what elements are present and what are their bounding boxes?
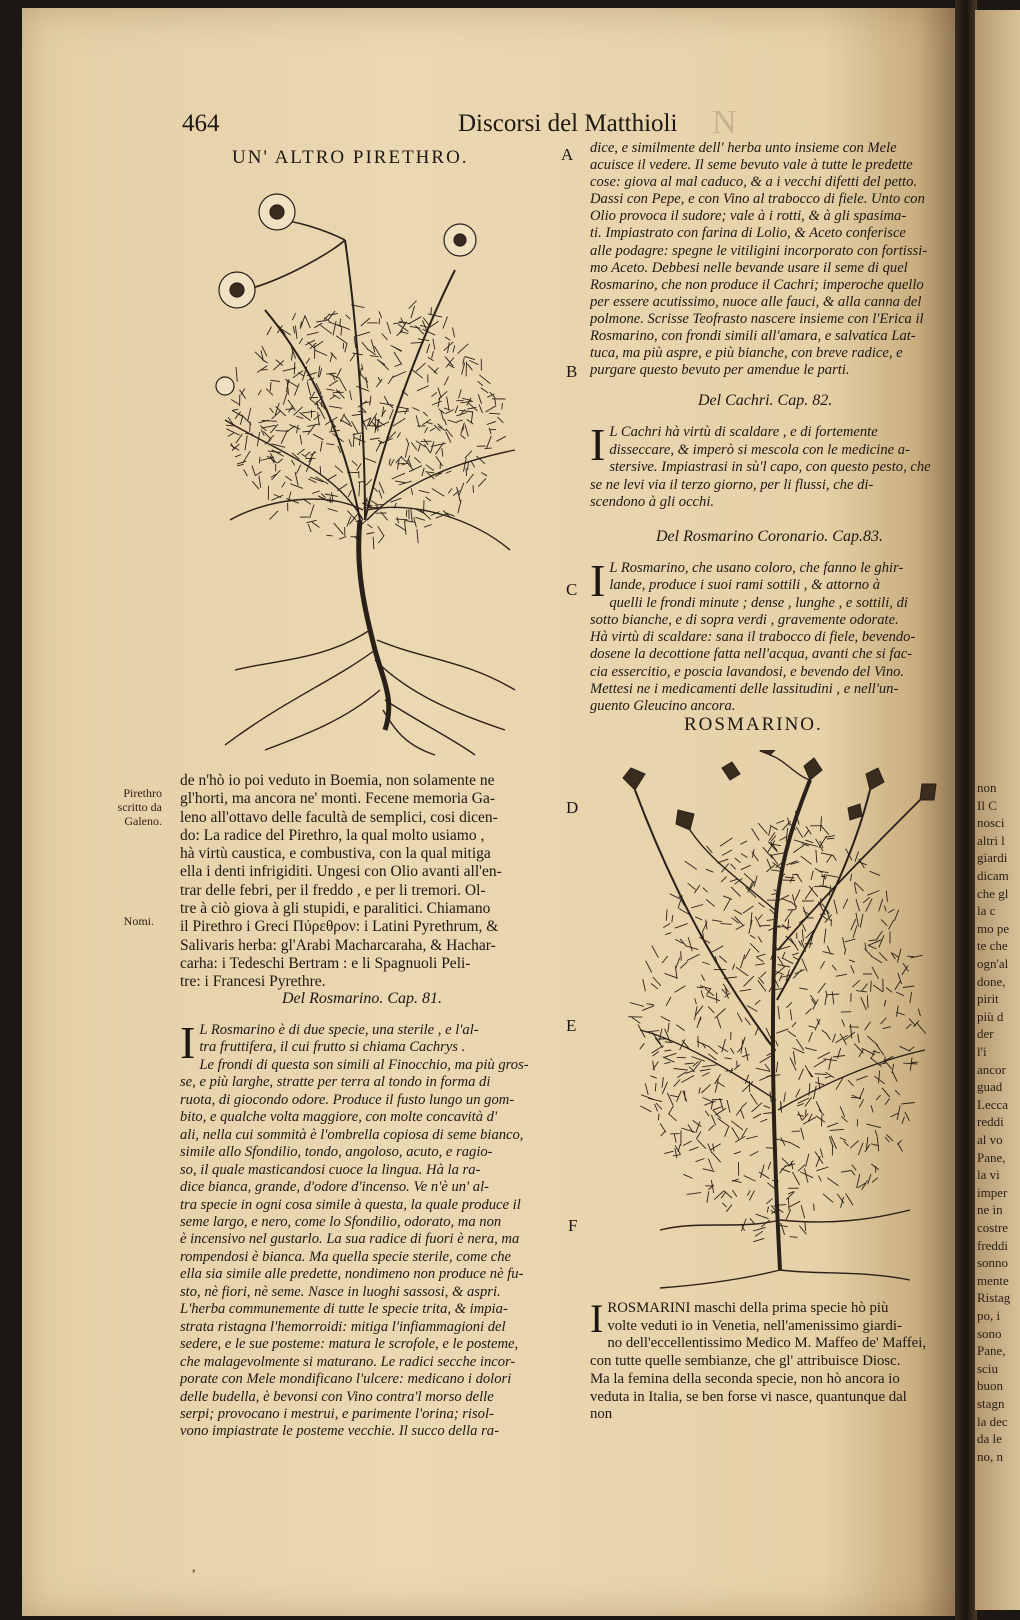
text-line: veduta in Italia, se ben forse vi nasce, quantunque dal [590,1388,907,1405]
text-line: no dell'eccellentissimo Medico M. Maffeo de' Maffei, [607,1335,927,1352]
facing-page-fragment: ogn'al [977,956,1009,971]
text-line: seme largo, e nero, come lo Sfondilio, odorato, ma non [180,1213,502,1230]
text-line: tre: i Francesi Pyrethre. [180,973,326,991]
facing-page-edge [975,10,1020,1610]
facing-page-fragment: l'i [977,1044,987,1059]
text-line: L'herba communemente di tutte le specie trita, & impia- [180,1301,508,1318]
section-letter-f: F [568,1216,578,1235]
text-line: stersive. Impiastrasi in sù'l capo, con questo pesto, che [609,459,931,475]
chapter-82-dropcap: I [590,419,606,470]
text-line: Mettesi ne i medicamenti delle lassitudini , e nell'un- [590,681,899,698]
running-title: Discorsi del Matthioli [458,110,678,137]
margin-note-nomi: Nomi. [123,914,154,928]
text-line: che malagevolmente si maturano. Le radici secche incor- [180,1353,516,1370]
facing-page-fragment: dicam [977,868,1009,883]
section-letter-a: A [561,145,574,164]
text-line: tre à ciò giova à gli stupidi, e paralitici. Chiamano [180,900,491,918]
chapter-83-body [590,555,966,716]
facing-page-fragment: che gl [977,885,1009,901]
text-line: è incensivo nel gustarlo. La sua radice di fuori è nera, ma [180,1231,520,1248]
facing-page-fragment: stagn [977,1396,1005,1411]
text-line: se, e più larghe, stratte per terra al tondo in forma di [180,1074,491,1091]
facing-page-fragment: al vo [977,1132,1003,1147]
text-line: vono impiastrate le posteme vecchie. Il succo della ra- [180,1423,499,1440]
text-line: sto, nè fiori, nè seme. Nasce in luoghi sassosi, & aspri. [180,1283,501,1300]
text-line: Dassi con Pepe, e con Vino al trabocco di fiele. Unto con [590,191,925,208]
chapter-83-heading: Del Rosmarino Coronario. Cap.83. [656,528,883,545]
text-line: dice bianca, grande, d'odore d'incenso. Ve n'è un' al- [180,1179,490,1196]
bleed-through-letter: N [712,104,737,141]
section-letter-e: E [566,1016,577,1035]
facing-page-fragment: da le [977,1431,1002,1447]
text-line: Salivaris herba: gl'Arabi Macharcaraha, & Hachar- [180,936,496,954]
text-line: tra fruttifera, il cui frutto si chiama Cachrys . [199,1039,466,1056]
stray-mark: , [192,1560,196,1575]
text-line: delle budella, è bevonsi con Vino contra'l morso delle [180,1388,494,1405]
facing-page-fragment: Ristag [977,1290,1011,1306]
text-line: Rosmarino, che non produce il Cachri; imperoche quello [590,276,924,293]
text-line: ella sia simile alle predette, nondimeno non produce nè fu- [180,1266,524,1283]
chapter-83-dropcap: I [590,555,606,606]
text-line: ella i denti infrigiditi. Ungesi con Olio avanti all'en- [180,863,502,881]
facing-page-fragment: reddi [977,1114,1004,1130]
facing-page-fragment: sciu [977,1360,998,1376]
text-line: Hà virtù di scaldare: sana il trabocco di fiele, bevendo- [590,629,916,646]
text-line: carha: i Tedeschi Bertram : e li Spagnuoli Peli- [180,954,471,972]
margin-note-pirethro: Pirethro scritto da Galeno. [117,786,162,828]
text-line: Rosmarino, con frondi simili all'amara, e salvatica Lat- [590,328,916,345]
text-line: se ne levi via il terzo giorno, per li flussi, che di- [590,476,874,493]
facing-page-fragment: mente [977,1272,1009,1288]
text-line: il Pirethro i Greci Πύρεθρον: i Latini Pyrethrum, & [180,918,499,936]
facing-page-fragment: imper [977,1184,1008,1200]
facing-page-fragment: nosci [977,815,1005,831]
text-line: quelli le frondi minute ; dense , lunghe , e sottili, di [609,594,908,611]
pyrethrum-figure-title: UN' ALTRO PIRETHRO. [232,147,469,168]
text-line: ROSMARINI maschi della prima specie hò più [607,1300,889,1316]
facing-page-fragment: Pane, [977,1149,1006,1165]
text-line: dosene la decottione fatta nell'acqua, avanti che si fac- [590,646,913,663]
text-line: L Rosmarino, che usano coloro, che fanno le ghir- [609,560,904,576]
facing-page-fragment: done, [977,973,1006,989]
facing-page-fragment: Pane, [977,1343,1006,1359]
text-line: polmone. Scrisse Teofrasto nascere insieme con l'Erica il [590,310,924,327]
text-line: ti. Impiastrato con farina di Lolio, & Aceto conferisce [590,225,906,242]
text-line: dice, e similmente dell' herba unto insieme con Mele [590,140,897,156]
chapter-82-body [590,419,966,512]
text-line: serpi; provocano i mestrui, e parimente l'orina; risol- [180,1405,494,1422]
text-line: de n'hò io poi veduto in Boemia, non solamente ne [180,772,495,789]
facing-page-fragment: giardi [977,850,1008,866]
text-line: simile allo Sfondilio, tondo, angoloso, acuto, e ragio- [180,1144,493,1161]
facing-page-fragment: la dec [977,1413,1008,1429]
facing-page-fragment: ne in [977,1202,1003,1218]
text-line: so, il quale masticandosi cuoce la lingua. Hà la ra- [180,1161,481,1178]
text-line: acuisce il vedere. Il seme bevuto vale à tutte le predette [590,157,913,174]
text-line: rompendosi è bianca. Ma quella specie sterile, come che [180,1248,511,1265]
text-line: bito, e qualche volta maggiore, con molte concavità d' [180,1109,498,1126]
text-line: Le frondi di questa son simili al Finocchio, ma più gros- [199,1056,529,1073]
pyrethrum-woodcut [205,190,535,760]
chapter-81-body [180,1017,556,1441]
right-top-paragraph [590,140,966,379]
text-line: L Rosmarino è di due specie, una sterile , e l'al- [199,1022,479,1038]
facing-page-fragment: costre [977,1220,1009,1235]
text-line: alle podagre: spegne le vitiligini incorporato con fortissi- [590,242,928,259]
facing-page-fragment: te che [977,938,1008,954]
facing-page-fragment: Il C [977,797,997,813]
facing-page-fragment: Lecca [977,1096,1009,1112]
text-line: scendono à gli occhi. [590,494,715,510]
facing-page-fragment: ancor [977,1061,1006,1077]
text-line: purgare questo bevuto per amendue le parti. [590,362,850,379]
text-line: cose: giova al mal caduco, & a i vecchi difetti del petto. [590,174,918,191]
section-letter-d: D [566,798,579,817]
chapter-81-heading: Del Rosmarino. Cap. 81. [282,990,442,1007]
bottom-dropcap: I [590,1296,604,1341]
text-line: leno all'ottavo delle facultà de semplici, cosi dicen- [180,808,498,826]
text-line: lande, produce i suoi rami sottili , & attorno à [609,577,880,594]
facing-page-fragment: po, i [977,1308,1001,1323]
text-line: do: La radice del Pirethro, la qual molto usiamo , [180,826,485,844]
facing-page-fragment: pirit [977,991,999,1007]
facing-page-fragment: der [977,1026,994,1042]
facing-page-fragment: più d [977,1008,1004,1024]
section-letter-b: B [566,362,578,381]
facing-page-fragment: mo pe [977,920,1010,936]
text-line: tra specie in ogni cosa simile à questa, la quale produce il [180,1196,521,1213]
rosmarino-woodcut [620,750,940,1290]
pyrethrum-paragraph [180,772,554,992]
facing-page-fragment: guad [977,1079,1003,1095]
text-line: mo Aceto. Debbesi nelle bevande usare il seme di quel [590,259,908,276]
text-line: hà virtù caustica, e combustiva, con la qual mitiga [180,845,491,863]
facing-page-fragment: freddi [977,1237,1009,1253]
text-line: Olio provoca il sudore; vale à i rotti, & à gli spasima- [590,208,907,225]
text-line: tuca, ma più aspre, e più bianche, con breve radice, e [590,345,903,362]
text-line: con tutte quelle sembianze, che gl' attribuisce Diosc. [590,1353,901,1370]
text-line: disseccare, & imperò si mescola con le medicine a- [609,441,910,458]
text-line: ruota, di giocondo odore. Produce il fusto lungo un gom- [180,1091,515,1108]
facing-page-fragment: altri l [977,832,1005,848]
facing-page-fragment: sonno [977,1255,1009,1271]
text-line: sedere, e le sue posteme: matura le scrofole, e le posteme, [180,1336,519,1353]
facing-page-fragment: no, n [977,1448,1003,1464]
text-line: gl'horti, ma ancora ne' monti. Fecene memoria Ga- [180,790,496,808]
text-line: guento Gleucino ancora. [590,698,736,715]
text-line: per essere acutissimo, nuoce alle fauci, & alla canna del [590,293,922,310]
text-line: cia essercitio, e poscia lavandosi, e bevendo del Vino. [590,663,905,680]
text-line: non [590,1406,613,1423]
text-line: Ma la femina della seconda specie, non hò ancora io [590,1370,900,1387]
facing-page-fragment: la vi [977,1167,1000,1183]
text-line: volte veduti io in Venetia, nell'amenissimo giardi- [607,1317,902,1334]
rosmarino-figure-title: ROSMARINO. [684,714,823,735]
chapter-81-dropcap: I [180,1017,196,1068]
facing-page-fragment: sono [977,1325,1002,1341]
page-number: 464 [182,110,220,137]
facing-page-fragment: buon [977,1378,1003,1394]
text-line: ali, nella cui sommità è l'ombrella copiosa di seme bianco, [180,1126,524,1143]
text-line: sotto bianche, e di sopra verdi , gravemente odorate. [590,611,899,628]
facing-page-fragment: non [977,780,997,795]
text-line: L Cachri hà virtù di scaldare , e di fortemente [609,424,878,440]
text-line: porate con Mele mondificano l'ulcere: medicano i dolori [180,1371,512,1388]
facing-page-fragment: la c [977,903,996,919]
chapter-82-heading: Del Cachri. Cap. 82. [698,392,833,409]
section-letter-c: C [566,580,578,599]
text-line: strata ristagna l'hemorroidi: mitiga l'infiammagioni del [180,1318,506,1335]
text-line: trar delle febri, per il freddo , e per li tremori. Ol- [180,881,486,899]
rosmarino-bottom-paragraph [590,1296,966,1424]
